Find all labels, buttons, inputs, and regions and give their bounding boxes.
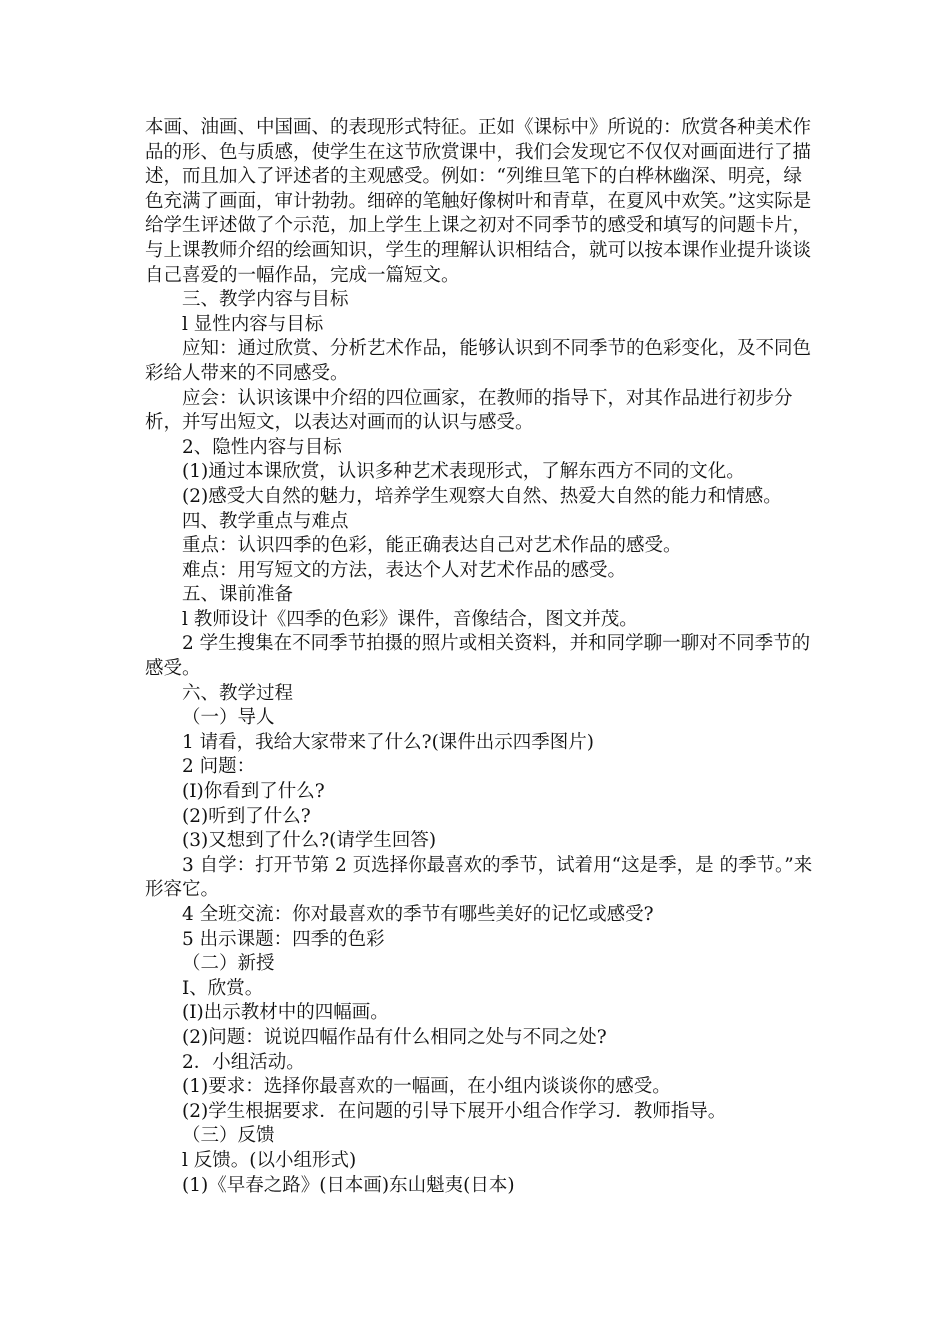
paragraph-difficult-point: 难点：用写短文的方法，表达个人对艺术作品的感受。 xyxy=(182,559,627,581)
list-item: 5 出示课题：四季的色彩 xyxy=(182,928,385,950)
section-heading-4: 四、教学重点与难点 xyxy=(182,510,349,532)
paragraph-intro: 本画、油画、中国画、的表现形式特征。正如《课标中》所说的：欣赏各种美术作品的形、色与质感，使学生在这节欣赏课中，我们会发现它不仅仅对画面进行了描述，而且加入了评述者的主观感受。例如：“列维旦笔下的白桦林幽深、明亮，绿色充满了画面，审计勃勃。细碎的笔触好像树叶和青草，在夏风中欢笑。”这实际是给学生评述做了个示范，加上学生上课之初对不同季节的感受和填写的问题卡片，与上课教师介绍的绘画知识，学生的理解认识相结合，就可以按本课作业提升谈谈自己喜爱的一幅作品，完成一篇短文。 xyxy=(145,117,812,286)
section-heading-6: 六、教学过程 xyxy=(182,682,294,704)
list-item: (2)感受大自然的魅力，培养学生观察大自然、热爱大自然的能力和情感。 xyxy=(182,485,782,507)
subsection-heading-new: （二）新授 xyxy=(182,953,275,975)
list-item: 2 问题： xyxy=(182,756,256,778)
list-item: (3)又想到了什么?(请学生回答) xyxy=(182,830,437,852)
list-item: l 教师设计《四季的色彩》课件，音像结合，图文并茂。 xyxy=(182,608,638,630)
subsection-heading-intro: （一）导人 xyxy=(182,707,275,729)
list-item: (I)你看到了什么? xyxy=(182,781,325,803)
section-heading-5: 五、课前准备 xyxy=(182,584,294,606)
paragraph-knowledge: 应知：通过欣赏、分析艺术作品，能够认识到不同季节的色彩变化，及不同色彩给人带来的不同感受。 xyxy=(145,338,812,384)
list-item: 2 学生搜集在不同季节拍摄的照片或相关资料，并和同学聊一聊对不同季节的感受。 xyxy=(145,633,811,680)
list-item: 4 全班交流：你对最喜欢的季节有哪些美好的记忆或感受? xyxy=(182,904,654,925)
list-item: I、欣赏。 xyxy=(182,977,264,999)
list-item: 1 请看，我给大家带来了什么?(课件出示四季图片) xyxy=(182,731,595,753)
list-item: (1)通过本课欣赏，认识多种艺术表现形式，了解东西方不同的文化。 xyxy=(182,461,745,483)
list-item: (2)听到了什么? xyxy=(182,805,311,827)
paragraph-skills: 应会：认识该课中介绍的四位画家，在教师的指导下，对其作品进行初步分析，并写出短文，以表达对画而的认识与感受。 xyxy=(145,387,793,434)
list-item: 3 自学：打开节第 2 页选择你最喜欢的季节，试着用“这是季，是 的季节。”来形容它。 xyxy=(145,854,813,901)
list-item: 2．小组活动。 xyxy=(182,1051,305,1073)
list-item: (1)要求：选择你最喜欢的一幅画，在小组内谈谈你的感受。 xyxy=(182,1076,671,1098)
subheading-implicit-goals: 2、隐性内容与目标 xyxy=(182,436,342,458)
subheading-explicit-goals: l 显性内容与目标 xyxy=(182,313,324,335)
list-item: (1)《早春之路》(日本画)东山魁夷(日本) xyxy=(182,1174,515,1196)
subsection-heading-feedback: （三）反馈 xyxy=(182,1125,275,1147)
section-heading-3: 三、教学内容与目标 xyxy=(182,289,349,311)
list-item: (I)出示教材中的四幅画。 xyxy=(182,1002,389,1024)
list-item: (2)问题：说说四幅作品有什么相同之处与不同之处? xyxy=(182,1026,607,1048)
list-item: (2)学生根据要求．在问题的引导下展开小组合作学习．教师指导。 xyxy=(182,1100,727,1122)
document-body xyxy=(145,116,815,1198)
list-item: l 反馈。(以小组形式) xyxy=(182,1149,357,1171)
paragraph-key-point: 重点：认识四季的色彩，能正确表达自己对艺术作品的感受。 xyxy=(182,535,682,557)
